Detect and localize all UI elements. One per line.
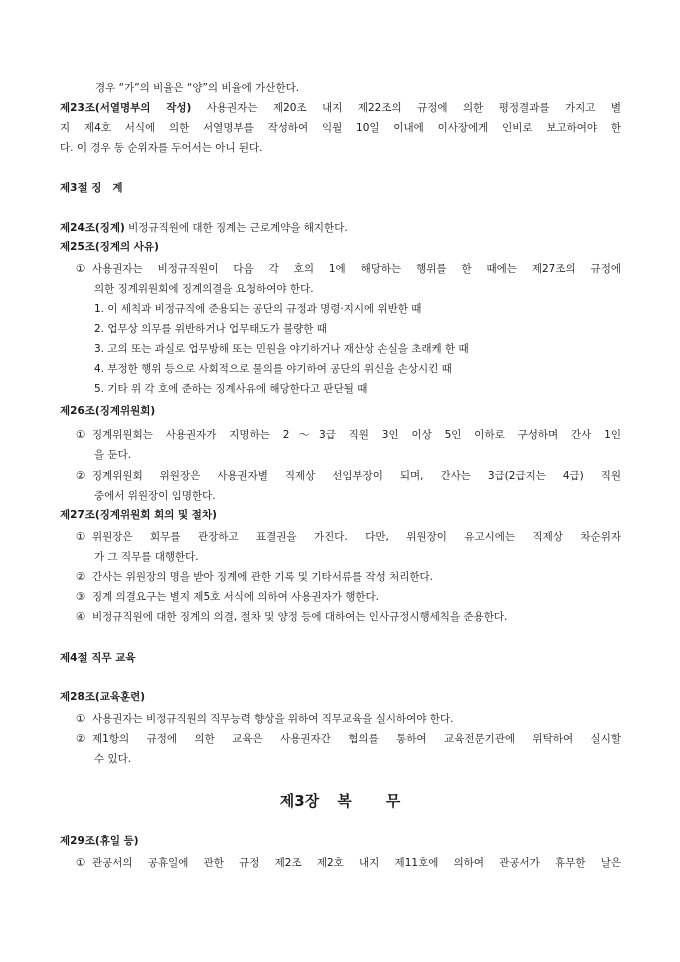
item-text: 사용권자는 비정규직원이 다음 각 호의 1에 해당하는 행위를 한 때에는 제27조의 규정에 xyxy=(92,263,621,275)
section-4-heading: 제4절 직무 교육 xyxy=(60,652,136,664)
continuation-line: 경우 “가”의 비율은 “양”의 비율에 가산한다. xyxy=(95,82,300,94)
item-marker: ① xyxy=(76,429,86,441)
article-25-subitem-1: 1. 이 세칙과 비정규직에 준용되는 공단의 규정과 명령·지시에 위반한 때 xyxy=(94,303,422,315)
item-text: 징계위원회는 사용권자가 지명하는 2～3급 직원 3인 이상 5인 이하로 구성하며 간사 1인 xyxy=(92,429,621,441)
article-23-line3: 다. 이 경우 동 순위자를 두어서는 아니 된다. xyxy=(60,142,263,154)
item-marker: ② xyxy=(76,470,86,482)
article-28-heading: 제28조(교육훈련) xyxy=(60,691,146,703)
article-27-item-3 xyxy=(76,590,379,604)
article-29-heading: 제29조(휴일 등) xyxy=(60,835,139,847)
item-marker: ① xyxy=(76,263,86,275)
article-24-heading: 제24조(징계) xyxy=(60,222,125,234)
item-text: 징계위원회 위원장은 사용권자별 직제상 선임부장이 되며, 간사는 3급(2급지는 4급) 직원 xyxy=(92,470,621,482)
item-text: 징계 의결요구는 별지 제5호 서식에 의하여 사용권자가 행한다. xyxy=(92,591,379,603)
item-marker: ① xyxy=(76,857,86,869)
article-26-item-2-line2: 중에서 위원장이 임명한다. xyxy=(94,490,216,502)
article-25-subitem-2: 2. 업무상 의무를 위반하거나 업무태도가 불량한 때 xyxy=(94,323,327,335)
article-24-text: 비정규직원에 대한 징계는 근로계약을 해지한다. xyxy=(124,222,348,234)
article-23-line1 xyxy=(60,101,621,115)
article-28-item-1 xyxy=(76,712,453,726)
article-27-item-2 xyxy=(76,570,433,584)
item-marker: ③ xyxy=(76,591,86,603)
section-3-heading: 제3절 징 계 xyxy=(60,182,123,194)
article-25-subitem-5: 5. 기타 위 각 호에 준하는 징계사유에 해당한다고 판단될 때 xyxy=(94,383,368,395)
article-23-heading: 제23조(서열명부의 작성) xyxy=(60,102,192,114)
article-23-text: 사용권자는 제20조 내지 제22조의 규정에 의한 평정결과를 가지고 별 xyxy=(191,102,621,114)
article-29-item-1-line1 xyxy=(76,856,621,870)
article-28-item-2-line2: 수 있다. xyxy=(94,753,132,765)
article-26-heading: 제26조(징계위원회) xyxy=(60,405,156,417)
item-text: 위원장은 회무를 관장하고 표결권을 가진다. 다만, 위원장이 유고시에는 직제상 차순위자 xyxy=(92,531,621,543)
article-25-heading: 제25조(징계의 사유) xyxy=(60,241,159,253)
item-text: 관공서의 공휴일에 관한 규정 제2조 제2호 내지 제11호에 의하여 관공서가 휴무한 날은 xyxy=(92,857,621,869)
article-26-item-1-line2: 을 둔다. xyxy=(94,449,132,461)
article-25-item-1-line1 xyxy=(76,262,621,276)
item-marker: ② xyxy=(76,571,86,583)
chapter-title-char-2: 무 xyxy=(385,792,401,810)
article-25-subitem-3: 3. 고의 또는 과실로 업무방해 또는 민원을 야기하거나 재산상 손실을 초래케 한 때 xyxy=(94,343,469,355)
article-25-item-1-line2: 의한 징계위원회에 징계의결을 요청하여야 한다. xyxy=(94,283,314,295)
article-24 xyxy=(60,221,348,235)
item-text: 제1항의 규정에 의한 교육은 사용권자간 협의를 통하여 교육전문기관에 위탁하여 실시할 xyxy=(92,733,621,745)
item-marker: ② xyxy=(76,733,86,745)
item-marker: ④ xyxy=(76,611,86,623)
item-marker: ① xyxy=(76,713,86,725)
item-text: 비정규직원에 대한 징계의 의결, 절차 및 양정 등에 대하여는 인사규정시행세칙을 준용한다. xyxy=(92,611,508,623)
article-27-item-1-line2: 가 그 직무를 대행한다. xyxy=(94,551,199,563)
article-25-subitem-4: 4. 부정한 행위 등으로 사회적으로 물의를 야기하여 공단의 위신을 손상시킨 때 xyxy=(94,363,452,375)
item-marker: ① xyxy=(76,531,86,543)
chapter-number: 제3장 xyxy=(279,792,320,810)
item-text: 사용권자는 비정규직원의 직무능력 향상을 위하여 직무교육을 실시하여야 한다. xyxy=(92,713,454,725)
article-28-item-2-line1 xyxy=(76,732,621,746)
article-27-item-4 xyxy=(76,610,507,624)
article-26-item-2-line1 xyxy=(76,469,621,483)
article-27-item-1-line1 xyxy=(76,530,621,544)
chapter-3-title xyxy=(0,791,680,811)
article-27-heading: 제27조(징계위원회 회의 및 절차) xyxy=(60,509,217,521)
item-text: 간사는 위원장의 명을 받아 징계에 관한 기록 및 기타서류를 작성 처리한다. xyxy=(92,571,434,583)
article-26-item-1-line1 xyxy=(76,428,621,442)
article-23-line2: 지 제4호 서식에 의한 서열명부를 작성하여 익월 10일 이내에 이사장에게 인비로 보고하여야 한 xyxy=(60,122,621,134)
chapter-title-char-1: 복 xyxy=(337,792,352,810)
